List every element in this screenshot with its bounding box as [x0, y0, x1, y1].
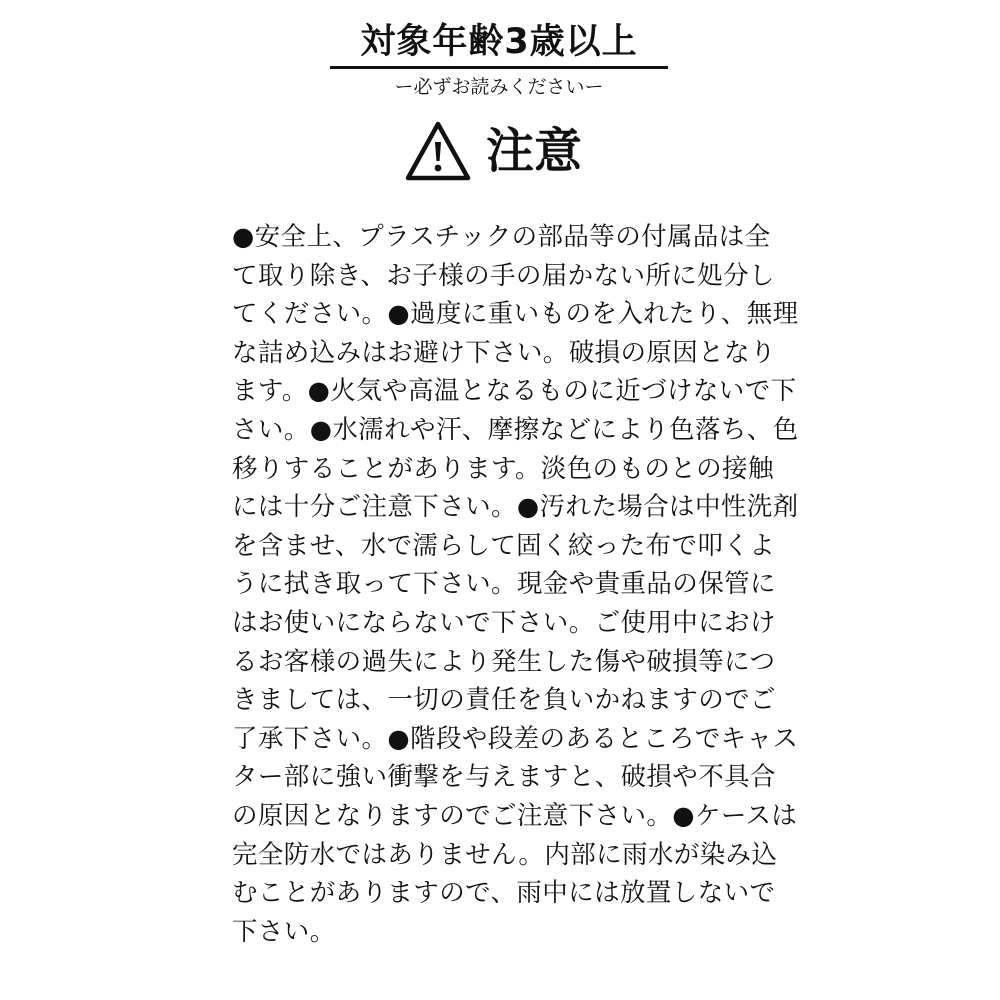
body-line: 移りすることがあります。淡色のものとの接触	[232, 453, 774, 484]
body-line: ター部に強い衝撃を与えますと、破損や不具合	[232, 762, 776, 793]
age-requirement-title: 対象年齢3歳以上	[360, 22, 638, 62]
body-line: 了承下さい。●階段や段差のあるところでキャス	[232, 723, 799, 754]
body-line: 下さい。	[232, 916, 336, 947]
caution-heading	[404, 120, 582, 182]
body-line: さい。●水濡れや汗、摩擦などにより色落ち、色	[232, 414, 799, 445]
body-line: て取り除き、お子様の手の届かない所に処分し	[232, 260, 775, 291]
body-line: ます。●火気や高温となるものに近づけないで下	[232, 376, 797, 407]
body-line: には十分ご注意下さい。●汚れた場合は中性洗剤	[232, 492, 799, 523]
body-line: の原因となりますのでご注意下さい。●ケースは	[232, 800, 798, 831]
caution-body	[232, 218, 799, 951]
body-line: 完全防水ではありません。内部に雨水が染み込	[232, 839, 778, 870]
body-line: ●安全上、プラスチックの部品等の付属品は全	[232, 222, 771, 252]
title-underline	[330, 66, 668, 69]
header	[330, 20, 668, 100]
body-line: な詰め込みはお避け下さい。破損の原因となり	[232, 337, 776, 368]
warning-triangle-icon	[404, 120, 472, 182]
body-line: てください。●過度に重いものを入れたり、無理	[232, 299, 799, 330]
body-line: るお客様の過失により発生した傷や破損等につ	[232, 646, 776, 677]
body-line: むことがありますので、雨中には放置しないで	[232, 878, 776, 909]
caution-label: 注意	[486, 123, 583, 179]
body-line: を含ませ、水で濡らして固く絞った布で叩くよ	[232, 530, 776, 561]
body-line: うに拭き取って下さい。現金や貴重品の保管に	[232, 569, 776, 600]
body-line: はお使いにならないで下さい。ご使用中におけ	[232, 607, 776, 638]
read-notice: ー必ずお読みくださいー	[394, 76, 604, 98]
body-line: きましては、一切の責任を負いかねますのでご	[232, 685, 776, 716]
